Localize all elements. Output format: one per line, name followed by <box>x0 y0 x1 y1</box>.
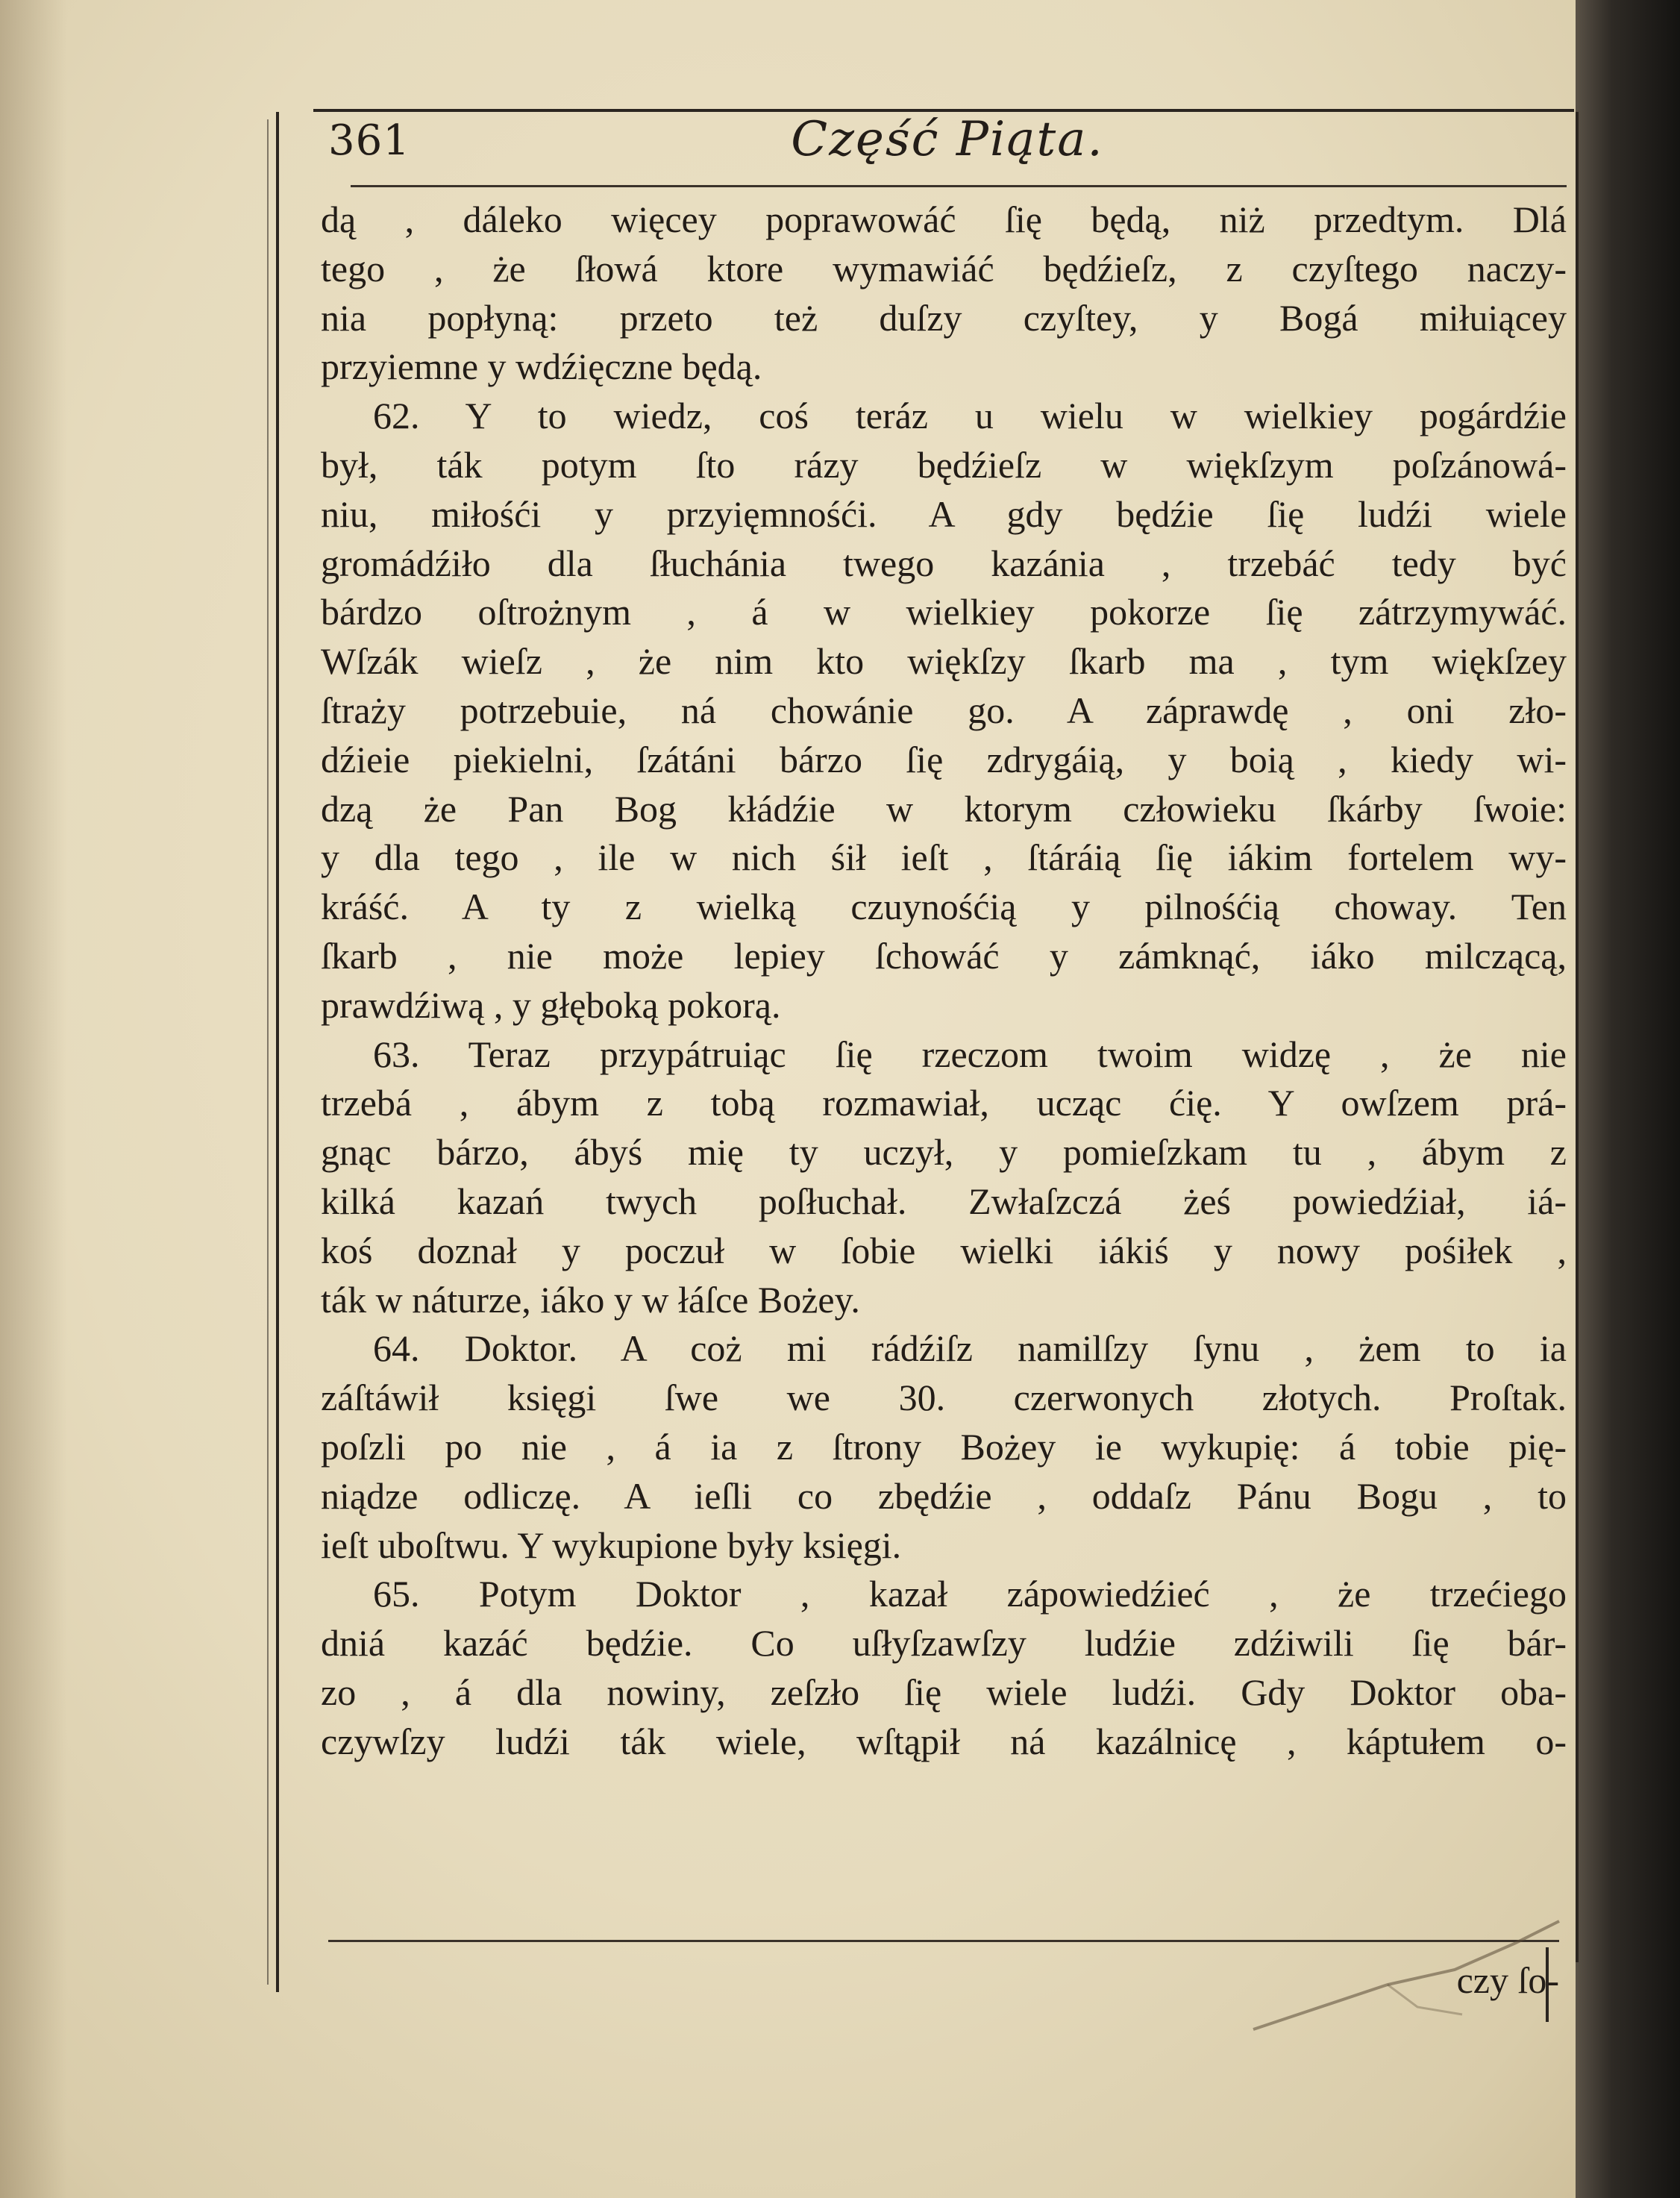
frame-right-rule <box>1576 112 1579 1962</box>
text-line: dzą że Pan Bog kłádźie w ktorym człowieku ſkárby ſwoie: <box>321 787 1567 830</box>
text-line: ſtraży potrzebuie, ná chowánie go. A záprawdę , oni zło- <box>321 689 1567 731</box>
text-line: gromádźiło dla ſłuchánia twego kazánia , trzebáć tedy być <box>321 542 1567 584</box>
dark-book-edge <box>1576 0 1680 2198</box>
text-line: 65. Potym Doktor , kazał zápowiedźieć , że trzećiego <box>373 1573 1567 1615</box>
text-line: kilká kazań twych poſłuchał. Zwłaſzczá żeś powiedźiał, iá- <box>321 1180 1567 1222</box>
text-line: dźieie piekielni, ſzátáni bárzo ſię zdrygáią, y boią , kiedy wi- <box>321 738 1567 780</box>
gutter-shadow <box>0 0 67 2198</box>
page-number: 361 <box>328 116 410 165</box>
text-line: 63. Teraz przypátruiąc ſię rzeczom twoim widzę , że nie <box>373 1033 1567 1075</box>
text-line: poſzli po nie , á ia z ſtrony Bożey ie wykupię: á tobie pię- <box>321 1425 1567 1468</box>
text-line: niądze odliczę. A ieſli co zbędźie , oddaſz Pánu Bogu , to <box>321 1474 1567 1517</box>
text-line: 62. Y to wiedz, coś teráz u wielu w wielkiey pogárdźie <box>373 395 1567 437</box>
text-line: Wſzák wieſz , że nim kto więkſzy ſkarb ma , tym więkſzey <box>321 640 1567 683</box>
header-rule <box>351 185 1567 187</box>
text-line: niu, miłośći y przyięmnośći. A gdy będźie ſię ludźi wiele <box>321 492 1567 535</box>
text-line: dą , dáleko więcey poprawowáć ſię będą, niż przedtym. Dlá <box>321 198 1567 240</box>
body-text <box>321 195 1567 1767</box>
text-line: 64. Doktor. A coż mi rádźiſz namilſzy ſynu , żem to ia <box>373 1327 1567 1370</box>
catchword: czy ſo- <box>1456 1959 1559 2001</box>
text-line: gnąc bárzo, ábyś mię ty uczył, y pomieſzkam tu , ábym z <box>321 1131 1567 1174</box>
text-line: ieſt uboſtwu. Y wykupione były księgi. <box>321 1524 902 1566</box>
text-line: y dla tego , ile w nich śił ieſt , ſtáráią ſię iákim fortelem wy- <box>321 836 1567 879</box>
text-line: záſtáwił księgi ſwe we 30. czerwonych złotych. Proſtak. <box>321 1377 1567 1419</box>
text-line: zo , á dla nowiny, zeſzło ſię wiele ludźi. Gdy Doktor oba- <box>321 1671 1567 1713</box>
text-line: bárdzo oſtrożnym , á w wielkiey pokorze ſię zátrzymywáć. <box>321 591 1567 633</box>
frame-bottom-rule <box>328 1940 1559 1942</box>
text-line: trzebá , ábym z tobą rozmawiał, ucząc ćię. Y owſzem prá- <box>321 1082 1567 1124</box>
page-header <box>328 112 1567 181</box>
text-line: tego , że ſłowá ktore wymawiáć będźieſz, z czyſtego naczy- <box>321 247 1567 289</box>
text-line: ták w náturze, iáko y w łáſce Bożey. <box>321 1278 860 1321</box>
running-head: Część Piąta. <box>791 112 1104 167</box>
text-line: kráść. A ty z wielką czuynośćią y pilnośćią choway. Ten <box>321 886 1567 928</box>
text-line: ſkarb , nie może lepiey ſchowáć y zámknąć, iáko milczącą, <box>321 934 1567 977</box>
frame-left-outer-rule <box>267 119 269 1985</box>
text-line: nia popłyną: przeto też duſzy czyſtey, y Bogá miłuiącey <box>321 296 1567 339</box>
text-line: był, ták potym ſto rázy będźieſz w więkſzym poſzánowá- <box>321 443 1567 486</box>
text-line: dniá kazáć będźie. Co uſłyſzawſzy ludźie zdźiwili ſię bár- <box>321 1622 1567 1665</box>
frame-left-rule <box>276 112 279 1992</box>
text-line: przyiemne y wdźięczne będą. <box>321 345 762 388</box>
text-line: koś doznał y poczuł w ſobie wielki iákiś y nowy pośiłek , <box>321 1229 1567 1271</box>
text-line: czywſzy ludźi ták wiele, wſtąpił ná kazálnicę , káptułem o- <box>321 1720 1567 1762</box>
text-line: prawdźiwą , y głęboką pokorą. <box>321 983 781 1026</box>
